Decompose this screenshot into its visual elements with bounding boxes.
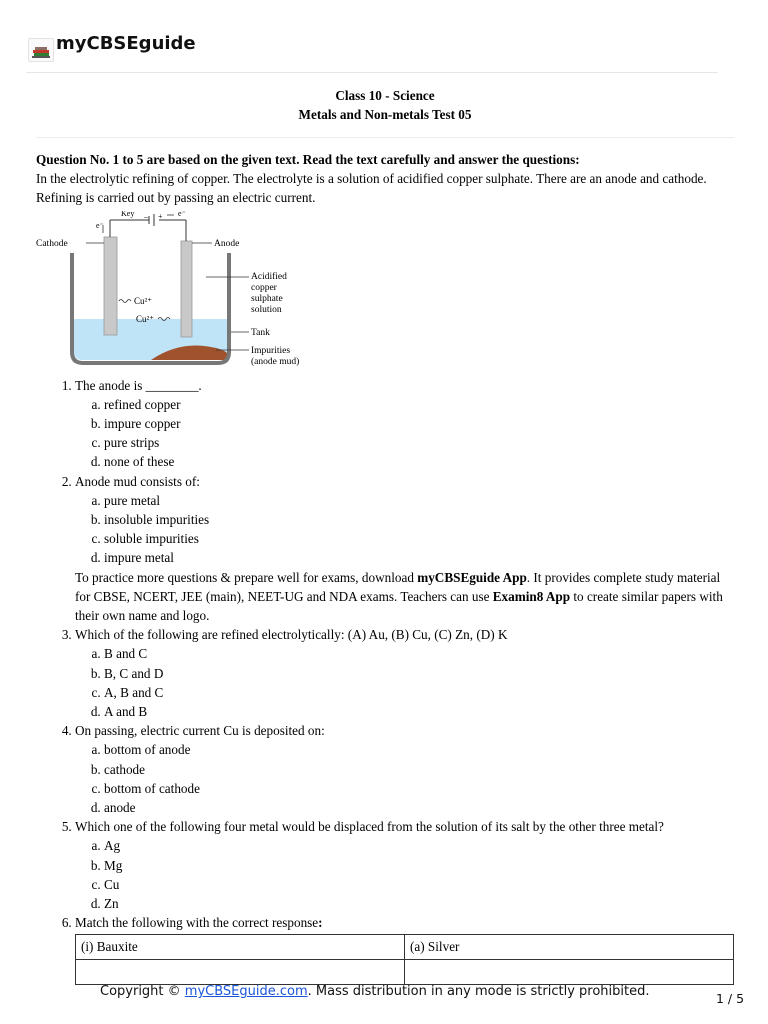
match-table <box>75 934 734 985</box>
option[interactable]: c. soluble impurities <box>104 529 734 548</box>
option[interactable]: b. cathode <box>104 760 734 779</box>
svg-text:sulphate: sulphate <box>251 293 283 304</box>
option[interactable]: a. B and C <box>104 644 734 663</box>
svg-text:solution: solution <box>251 304 282 315</box>
book-stack-logo-icon[interactable] <box>28 38 54 62</box>
option[interactable]: b. Mg <box>104 856 734 875</box>
table-cell: (a) Silver <box>405 934 734 959</box>
svg-text:copper: copper <box>251 282 277 293</box>
question-3: 3. Which of the following are refined electrolytically: (A) Au, (B) Cu, (C) Zn, (D) K a. B and C b. B, C and D c. A, B and C d. A and B <box>75 625 734 721</box>
intro-text: In the electrolytic refining of copper. The electrolyte is a solution of acidified copper sulphate. There are an anode and cathode. Refining is carried out by passing an electric current. <box>36 171 707 206</box>
options-list <box>75 644 734 721</box>
test-title: Metals and Non-metals Test 05 <box>298 107 472 122</box>
table-row <box>76 959 734 984</box>
option[interactable]: a. bottom of anode <box>104 740 734 759</box>
table-cell: (i) Bauxite <box>76 934 405 959</box>
options-list <box>75 491 734 568</box>
table-cell <box>405 959 734 984</box>
ion-label-2: Cu²⁺ <box>136 313 154 324</box>
option[interactable]: b. insoluble impurities <box>104 510 734 529</box>
examin8-app-name[interactable]: Examin8 App <box>492 588 571 604</box>
options-list <box>75 836 734 913</box>
question-1: 1. The anode is ________. a. refined copper b. impure copper c. pure strips d. none of these <box>75 376 734 472</box>
copyright-text: Copyright © myCBSEguide.com. Mass distribution in any mode is strictly prohibited. <box>100 984 650 999</box>
impurities-label <box>251 346 299 367</box>
document-titles <box>36 86 734 124</box>
option[interactable]: d. Zn <box>104 894 734 913</box>
svg-text:(anode mud): (anode mud) <box>251 356 300 367</box>
promo-text: To practice more questions & prepare well for exams, download myCBSEguide App. It provides complete study material for CBSE, NCERT, JEE (main), NEET-UG and NDA exams. Teachers can use Examin8 App to create similar papers with their own name and logo. <box>75 569 723 624</box>
key-label: Key <box>121 210 135 218</box>
electron-right-label: e⁻ <box>178 210 186 218</box>
option[interactable]: b. impure copper <box>104 414 734 433</box>
intro-heading: Question No. 1 to 5 are based on the given text. Read the text carefully and answer the questions: <box>36 152 580 167</box>
option[interactable]: c. Cu <box>104 875 734 894</box>
option[interactable]: c. A, B and C <box>104 683 734 702</box>
table-cell <box>76 959 405 984</box>
option[interactable]: d. anode <box>104 798 734 817</box>
options-list <box>75 395 734 472</box>
site-header <box>26 30 718 73</box>
question-4: 4. On passing, electric current Cu is deposited on: a. bottom of anode b. cathode c. bottom of cathode d. anode <box>75 721 734 817</box>
mycbseguide-app-name[interactable]: myCBSEguide App <box>417 569 527 585</box>
question-5: 5. Which one of the following four metal would be displaced from the solution of its salt by the other three metal? a. Ag b. Mg c. Cu d. Zn <box>75 817 734 913</box>
question-content <box>36 150 734 985</box>
question-6: 6. Match the following with the correct response: (i) Bauxite (a) Silver <box>75 913 734 984</box>
brand-name[interactable]: myCBSEguide <box>56 33 196 54</box>
plus-sign: + <box>158 211 163 221</box>
question-2: 2. Anode mud consists of: a. pure metal b. insoluble impurities c. soluble impurities d. impure metal To practice more questions & prepare well for exams, download myCBSEguide App. It provides complete study material for CBSE, NCERT, JEE (main), NEET-UG and NDA exams. Teachers can use Examin8 App to create similar papers with their own name and logo. <box>75 472 734 626</box>
option[interactable]: d. impure metal <box>104 548 734 567</box>
ion-label-1: Cu²⁺ <box>134 295 152 306</box>
electrolytic-refining-diagram <box>36 211 336 375</box>
minus-sign: – <box>144 211 148 221</box>
page-number: 1 / 5 <box>716 991 745 1006</box>
option[interactable]: a. pure metal <box>104 491 734 510</box>
option[interactable]: c. pure strips <box>104 433 734 452</box>
svg-text:Acidified: Acidified <box>251 271 287 282</box>
tank-label: Tank <box>251 327 270 338</box>
option[interactable]: c. bottom of cathode <box>104 779 734 798</box>
question-list <box>36 376 734 985</box>
option[interactable]: a. Ag <box>104 836 734 855</box>
class-title: Class 10 - Science <box>335 88 435 103</box>
electron-left-label: e⁻ <box>96 220 104 230</box>
svg-text:Impurities: Impurities <box>251 345 291 356</box>
option[interactable]: d. A and B <box>104 702 734 721</box>
options-list <box>75 740 734 817</box>
option[interactable]: b. B, C and D <box>104 664 734 683</box>
solution-label <box>251 271 287 315</box>
table-row <box>76 934 734 959</box>
option[interactable]: d. none of these <box>104 452 734 471</box>
divider <box>36 137 734 138</box>
site-link[interactable]: myCBSEguide.com <box>184 984 308 999</box>
option[interactable]: a. refined copper <box>104 395 734 414</box>
anode-label: Anode <box>214 238 240 249</box>
cathode-label: Cathode <box>36 238 68 249</box>
